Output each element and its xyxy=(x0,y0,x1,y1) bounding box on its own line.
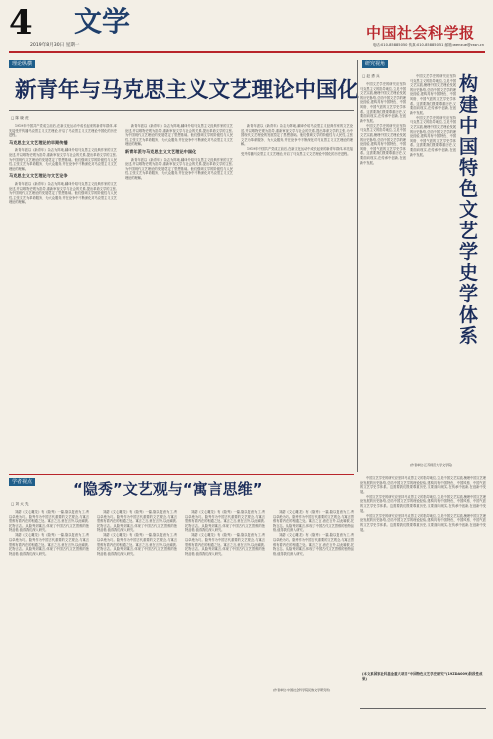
project-note: (本文系国家社科基金重大项目“中国特色文艺学史研究”(19ZDA009)阶段性成果) xyxy=(362,672,483,681)
side-body-b: 中国文艺学史的研究应坚持马克思主义的指导地位,立足中国文艺实践,梳理中国文艺理论发展的历史脉络,总结中国文艺学的理论经验,建构具有中国特色、中国风格、中国气派的文艺学史学体系。这需要我们既要尊重历史,又要面向现实,在传承中创新,在创新中发展。 xyxy=(360,123,406,165)
bottom-author-note: (作者单位:中国社会科学院民族文学研究所) xyxy=(273,688,331,692)
kicker-side: 研究视角 xyxy=(362,60,388,68)
side-body-g: 中国文艺学史的研究应坚持马克思主义的指导地位,立足中国文艺实践,梳理中国文艺理论发展的历史脉络,总结中国文艺学的理论经验,建构具有中国特色、中国风格、中国气派的文艺学史学体系。这需要我们既要尊重历史,又要面向现实,在传承中创新,在创新中发展。 xyxy=(360,513,486,532)
lead-byline: □ 陈 晓 虎 xyxy=(11,116,29,120)
lead-subhead-1: 马克思主义文艺理论的早期传播 xyxy=(9,139,68,145)
lead-body-c: 新青年派以《新青年》杂志为阵地,翻译介绍马克思主义经典作家的文艺论述,并以唯物史观为指导,重新审视文学与社会的关系,提出革命文学的主张,为中国现代文艺理论的发展奠定了思想基础。他们强调文学的阶级性与人民性,主张文艺为革命服务、为大众服务,并在论争中不断深化对马克思主义文艺理论的理解。 xyxy=(125,124,233,147)
lead-subhead-2: 马克思主义文艺理论与文艺论争 xyxy=(9,173,68,179)
lead-rule xyxy=(9,110,354,111)
article-lead xyxy=(9,60,360,472)
bottom-body-g: 刘勰《文心雕龙》有《隐秀》一篇,隐以复意为工,秀以卓绝为巧。隐秀作为中国古代重要的文艺观念,与寓言思维有着内在的相通之处。寓言之言,意在言外,以此喻彼,托物言志。从隐秀到寓言,体现了中国古代文艺思维的独特品格,值得我们深入研究。 xyxy=(273,510,354,533)
lead-body-e: 新青年派以《新青年》杂志为阵地,翻译介绍马克思主义经典作家的文艺论述,并以唯物史观为指导,重新审视文学与社会的关系,提出革命文学的主张,为中国现代文艺理论的发展奠定了思想基础。他们强调文学的阶级性与人民性,主张文艺为革命服务、为大众服务,并在论争中不断深化对马克思主义文艺理论的理解。 xyxy=(241,124,353,147)
kicker-lead: 理论纵横 xyxy=(9,60,35,68)
bottom-body-c: 刘勰《文心雕龙》有《隐秀》一篇,隐以复意为工,秀以卓绝为巧。隐秀作为中国古代重要的文艺观念,与寓言思维有着内在的相通之处。寓言之言,意在言外,以此喻彼,托物言志。从隐秀到寓言,体现了中国古代文艺思维的独特品格,值得我们深入研究。 xyxy=(97,510,177,533)
bottom-body-a: 刘勰《文心雕龙》有《隐秀》一篇,隐以复意为工,秀以卓绝为巧。隐秀作为中国古代重要的文艺观念,与寓言思维有着内在的相通之处。寓言之言,意在言外,以此喻彼,托物言志。从隐秀到寓言,体现了中国古代文艺思维的独特品格,值得我们深入研究。 xyxy=(9,510,89,533)
contacts-line: 电话:010-85885050 传真:010-85885051 邮箱:wenxue@cssn.cn xyxy=(372,43,484,47)
lead-body-d: 新青年派以《新青年》杂志为阵地,翻译介绍马克思主义经典作家的文艺论述,并以唯物史观为指导,重新审视文学与社会的关系,提出革命文学的主张,为中国现代文艺理论的发展奠定了思想基础。他们强调文学的阶级性与人民性,主张文艺为革命服务、为大众服务,并在论争中不断深化对马克思主义文艺理论的理解。 xyxy=(125,157,233,180)
lead-body-f: 1919年中国共产党成立前后,在新文化运动中成长起来的新青年群体,率先接受并传播马克思主义文艺理论,开启了马克思主义文艺理论中国化的历史进程。 xyxy=(241,147,353,157)
side-col-2 xyxy=(410,74,456,472)
bottom-body-f: 刘勰《文心雕龙》有《隐秀》一篇,隐以复意为工,秀以卓绝为巧。隐秀作为中国古代重要的文艺观念,与寓言思维有着内在的相通之处。寓言之言,意在言外,以此喻彼,托物言志。从隐秀到寓言,体现了中国古代文艺思维的独特品格,值得我们深入研究。 xyxy=(185,533,265,556)
side-body-e: 中国文艺学史的研究应坚持马克思主义的指导地位,立足中国文艺实践,梳理中国文艺理论发展的历史脉络,总结中国文艺学的理论经验,建构具有中国特色、中国风格、中国气派的文艺学史学体系。这需要我们既要尊重历史,又要面向现实,在传承中创新,在创新中发展。 xyxy=(360,476,486,494)
paper-name: 中国社会科学报 xyxy=(366,24,475,42)
page-number: 4 xyxy=(9,3,33,43)
bottom-byline: □ 刘 大 先 xyxy=(11,502,29,506)
bottom-col-4 xyxy=(273,510,354,686)
lead-col-1 xyxy=(9,124,117,470)
bottom-col-2 xyxy=(97,510,177,694)
bottom-headline: “隐秀”文艺观与“寓言思维” xyxy=(73,480,263,498)
date-line: 2019年8月30日 星期一 xyxy=(30,43,80,48)
bottom-rule xyxy=(9,474,354,475)
bottom-col-1 xyxy=(9,510,89,694)
masthead-rule xyxy=(9,51,485,53)
side-body-c: 中国文艺学史的研究应坚持马克思主义的指导地位,立足中国文艺实践,梳理中国文艺理论发展的历史脉络,总结中国文艺学的理论经验,建构具有中国特色、中国风格、中国气派的文艺学史学体系。这需要我们既要尊重历史,又要面向现实,在传承中创新,在创新中发展。 xyxy=(410,74,456,115)
masthead xyxy=(0,0,493,56)
lead-body-b: 新青年派以《新青年》杂志为阵地,翻译介绍马克思主义经典作家的文艺论述,并以唯物史观为指导,重新审视文学与社会的关系,提出革命文学的主张,为中国现代文艺理论的发展奠定了思想基础。他们强调文学的阶级性与人民性,主张文艺为革命服务、为大众服务,并在论争中不断深化对马克思主义文艺理论的理解。 xyxy=(9,181,117,205)
lead-body-a: 新青年派以《新青年》杂志为阵地,翻译介绍马克思主义经典作家的文艺论述,并以唯物史观为指导,重新审视文学与社会的关系,提出革命文学的主张,为中国现代文艺理论的发展奠定了思想基础。他们强调文学的阶级性与人民性,主张文艺为革命服务、为大众服务,并在论争中不断深化对马克思主义文艺理论的理解。 xyxy=(9,148,117,171)
bottom-body-d: 刘勰《文心雕龙》有《隐秀》一篇,隐以复意为工,秀以卓绝为巧。隐秀作为中国古代重要的文艺观念,与寓言思维有着内在的相通之处。寓言之言,意在言外,以此喻彼,托物言志。从隐秀到寓言,体现了中国古代文艺思维的独特品格,值得我们深入研究。 xyxy=(97,533,177,556)
bottom-body-b: 刘勰《文心雕龙》有《隐秀》一篇,隐以复意为工,秀以卓绝为巧。隐秀作为中国古代重要的文艺观念,与寓言思维有着内在的相通之处。寓言之言,意在言外,以此喻彼,托物言志。从隐秀到寓言,体现了中国古代文艺思维的独特品格,值得我们深入研究。 xyxy=(9,533,89,556)
side-col-1 xyxy=(360,82,406,472)
lead-headline: 新青年与马克思主义文艺理论中国化 xyxy=(15,78,360,103)
side-divider xyxy=(357,60,358,472)
side-headline: 构建中国特色文艺学史学体系 xyxy=(459,73,479,347)
lead-intro: 1919年中国共产党成立前后,在新文化运动中成长起来的新青年群体,率先接受并传播马克思主义文艺理论,开启了马克思主义文艺理论中国化的历史进程。 xyxy=(9,124,117,138)
lead-subhead-3: 新青年派与马克思主义文艺理论中国化 xyxy=(125,148,197,154)
bottom-col-3 xyxy=(185,510,265,694)
side-body-d: 中国文艺学史的研究应坚持马克思主义的指导地位,立足中国文艺实践,梳理中国文艺理论发展的历史脉络,总结中国文艺学的理论经验,建构具有中国特色、中国风格、中国气派的文艺学史学体系。这需要我们既要尊重历史,又要面向现实,在传承中创新,在创新中发展。 xyxy=(410,115,456,157)
side-body-f: 中国文艺学史的研究应坚持马克思主义的指导地位,立足中国文艺实践,梳理中国文艺理论发展的历史脉络,总结中国文艺学的理论经验,建构具有中国特色、中国风格、中国气派的文艺学史学体系。这需要我们既要尊重历史,又要面向现实,在传承中创新,在创新中发展。 xyxy=(360,494,486,513)
side-author-note: (作者单位:江苏师范大学文学院) xyxy=(410,463,453,467)
side-body-a: 中国文艺学史的研究应坚持马克思主义的指导地位,立足中国文艺实践,梳理中国文艺理论发展的历史脉络,总结中国文艺学的理论经验,建构具有中国特色、中国风格、中国气派的文艺学史学体系。这需要我们既要尊重历史,又要面向现实,在传承中创新,在创新中发展。 xyxy=(360,82,406,123)
bottom-body-h: 刘勰《文心雕龙》有《隐秀》一篇,隐以复意为工,秀以卓绝为巧。隐秀作为中国古代重要的文艺观念,与寓言思维有着内在的相通之处。寓言之言,意在言外,以此喻彼,托物言志。从隐秀到寓言,体现了中国古代文艺思维的独特品格,值得我们深入研究。 xyxy=(273,533,354,556)
bottom-body-e: 刘勰《文心雕龙》有《隐秀》一篇,隐以复意为工,秀以卓绝为巧。隐秀作为中国古代重要的文艺观念,与寓言思维有着内在的相通之处。寓言之言,意在言外,以此喻彼,托物言志。从隐秀到寓言,体现了中国古代文艺思维的独特品格,值得我们深入研究。 xyxy=(185,510,265,533)
project-note-box xyxy=(360,708,486,739)
article-side xyxy=(360,60,486,700)
kicker-bottom: 学者视点 xyxy=(9,478,35,486)
side-byline: □ 赵 勇 兵 xyxy=(362,74,380,78)
article-bottom xyxy=(9,474,354,696)
lead-col-2 xyxy=(125,124,233,470)
side-col-3 xyxy=(360,476,486,666)
section-title: 文学 xyxy=(74,5,131,38)
lead-col-3 xyxy=(241,124,353,470)
